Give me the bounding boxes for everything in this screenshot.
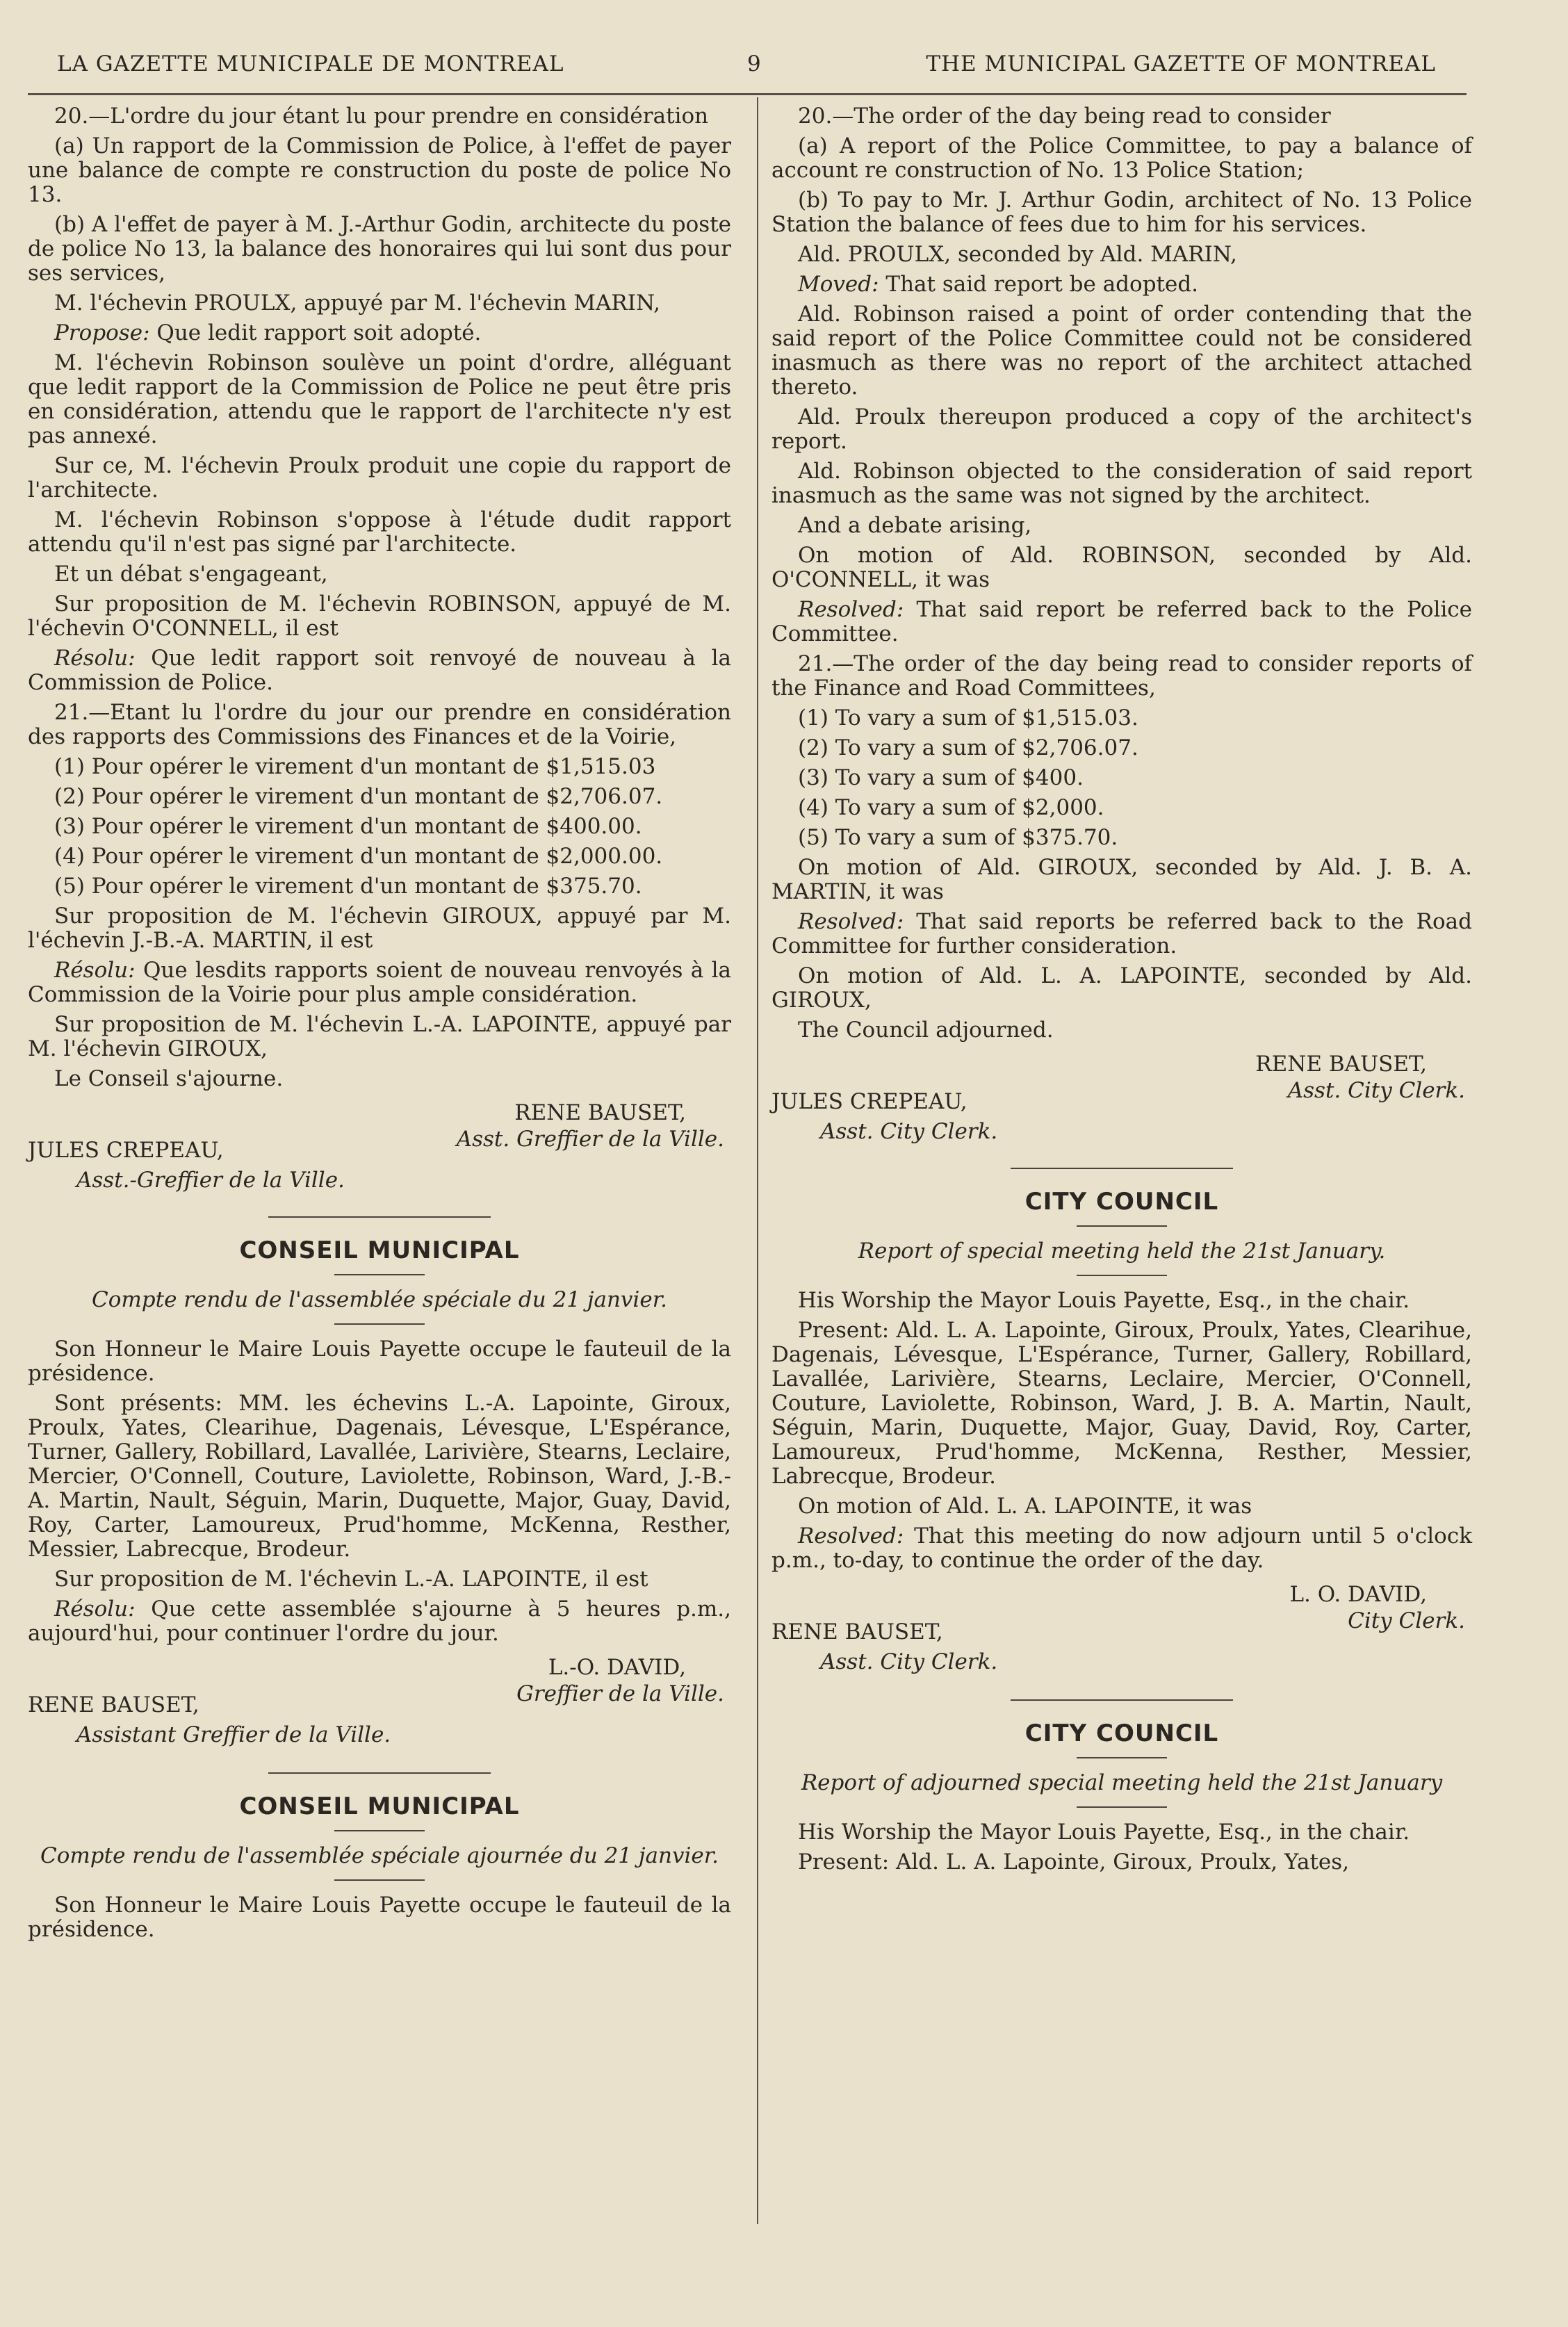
paragraph: Son Honneur le Maire Louis Payette occupe le fauteuil de la présidence.	[28, 1893, 731, 1942]
resolution-label: Résolu:	[54, 958, 136, 983]
paragraph	[771, 910, 1472, 958]
list-item: (4) To vary a sum of $2,000.	[798, 795, 1104, 820]
signatory-title: Asst. City Clerk.	[1287, 1078, 1465, 1103]
paragraph: Et un débat s'engageant,	[54, 562, 328, 587]
paragraph	[771, 598, 1472, 646]
paragraph: Present: Ald. L. A. Lapointe, Giroux, Proulx, Yates,	[798, 1850, 1350, 1875]
page-number: 9	[747, 51, 762, 76]
section-subtitle: Report of adjourned special meeting held the 21st January	[801, 1770, 1443, 1795]
list-item: (2) To vary a sum of $2,706.07.	[798, 735, 1138, 760]
paragraph: And a debate arising,	[798, 513, 1032, 538]
motion-text: That said report be adopted.	[879, 272, 1199, 297]
heading-rule	[334, 1274, 425, 1275]
french-column	[28, 104, 731, 1948]
resolution-label: Resolved:	[798, 1524, 904, 1549]
signatory-name: JULES CREPEAU,	[771, 1089, 967, 1114]
section-heading: CITY COUNCIL	[1024, 1720, 1219, 1747]
list-item: (2) Pour opérer le virement d'un montant de $2,706.07.	[54, 784, 663, 809]
paragraph: Ald. Robinson raised a point of order contending that the said report of the Police Committee could not be considered inasmuch as there was no report of the architect attached thereto.	[771, 302, 1472, 400]
paragraph: His Worship the Mayor Louis Payette, Esq., in the chair.	[798, 1820, 1410, 1845]
english-column	[771, 104, 1472, 1880]
list-item: (1) Pour opérer le virement d'un montant de $1,515.03	[54, 754, 656, 779]
signatory-title: Asst. Greffier de la Ville.	[456, 1127, 724, 1152]
header-english-title: THE MUNICIPAL GAZETTE OF MONTREAL	[926, 51, 1436, 76]
section-subtitle: Report of special meeting held the 21st January.	[858, 1239, 1386, 1264]
page-header	[49, 47, 1464, 78]
list-item: (5) Pour opérer le virement d'un montant de $375.70.	[54, 874, 642, 899]
paragraph: On motion of Ald. ROBINSON, seconded by Ald. O'CONNELL, it was	[771, 543, 1472, 592]
heading-rule	[334, 1879, 425, 1881]
signatory-name: RENE BAUSET,	[771, 1619, 943, 1644]
paragraph	[771, 272, 1472, 297]
paragraph: On motion of Ald. L. A. LAPOINTE, seconded by Ald. GIROUX,	[771, 963, 1472, 1013]
resolution-label: Résolu:	[54, 1597, 136, 1622]
signatory-title: City Clerk.	[1348, 1608, 1465, 1633]
signatory-title: Asst. City Clerk.	[820, 1119, 998, 1144]
motion-label: Moved:	[798, 272, 879, 297]
paragraph: Sur proposition de M. l'échevin L.-A. LAPOINTE, il est	[54, 1567, 648, 1592]
resolution-text: Que cette assemblée s'ajourne à 5 heures p.m., aujourd'hui, pour continuer l'ordre du jour.	[28, 1597, 731, 1646]
list-item: (4) Pour opérer le virement d'un montant de $2,000.00.	[54, 844, 663, 869]
motion-text: Que ledit rapport soit adopté.	[149, 320, 482, 345]
paragraph: On motion of Ald. GIROUX, seconded by Ald. J. B. A. MARTIN, it was	[771, 855, 1472, 904]
paragraph: M. l'échevin Robinson s'oppose à l'étude dudit rapport attendu qu'il n'est pas signé par l'architecte.	[28, 507, 731, 557]
resolution-text: Que lesdits rapports soient de nouveau renvoyés à la Commission de la Voirie pour plus ample considération.	[28, 958, 731, 1007]
paragraph: Ald. PROULX, seconded by Ald. MARIN,	[798, 242, 1237, 267]
list-item: (1) To vary a sum of $1,515.03.	[798, 705, 1138, 730]
resolution-text: That said report be referred back to the Police Committee.	[771, 597, 1472, 646]
paragraph: (a) A report of the Police Committee, to pay a balance of account re construction of No. 13 Police Station;	[771, 133, 1472, 183]
signatory-name: JULES CREPEAU,	[28, 1138, 224, 1163]
paragraph: On motion of Ald. L. A. LAPOINTE, it was	[798, 1494, 1252, 1519]
signature-block	[28, 1651, 731, 1756]
signatory-title: Asst.-Greffier de la Ville.	[76, 1168, 345, 1193]
signatory-title: Asst. City Clerk.	[820, 1649, 998, 1674]
section-heading: CITY COUNCIL	[1024, 1188, 1219, 1216]
paragraph: Sont présents: MM. les échevins L.-A. Lapointe, Giroux, Proulx, Yates, Clearihue, Dagenais, Lévesque, L'Espérance, Turner, Gallery, Robillard, Lavallée, Larivière, Stearns, Leclaire, Mercier, O'Connell, Couture, Laviolette, Robinson, Ward, J.-B.-A. Martin, Nault, Séguin, Marin, Duquette, Major, Guay, David, Roy, Carter, Lamoureux, Prud'homme, McKenna, Resther, Messier, Labrecque, Brodeur.	[28, 1391, 731, 1562]
signatory-title: Greffier de la Ville.	[516, 1681, 724, 1706]
heading-rule	[1077, 1275, 1167, 1276]
signature-block	[771, 1578, 1472, 1683]
resolution-text: Que ledit rapport soit renvoyé de nouveau à la Commission de Police.	[28, 646, 731, 695]
section-divider	[1011, 1168, 1233, 1169]
paragraph: 21.—The order of the day being read to consider reports of the Finance and Road Committees,	[771, 651, 1472, 701]
paragraph: 20.—L'ordre du jour étant lu pour prendre en considération	[54, 104, 709, 129]
paragraph: (b) To pay to Mr. J. Arthur Godin, architect of No. 13 Police Station the balance of fees due to him for his services.	[771, 188, 1472, 237]
paragraph: Sur proposition de M. l'échevin L.-A. LAPOINTE, appuyé par M. l'échevin GIROUX,	[28, 1012, 731, 1061]
paragraph: His Worship the Mayor Louis Payette, Esq., in the chair.	[798, 1288, 1410, 1313]
paragraph: Present: Ald. L. A. Lapointe, Giroux, Proulx, Yates, Clearihue, Dagenais, Lévesque, L'Espérance, Turner, Gallery, Robillard, Lavallée, Larivière, Stearns, Leclaire, Mercier, O'Connell, Couture, Laviolette, Robinson, Ward, J. B. A. Martin, Nault, Séguin, Marin, Duquette, Major, Guay, David, Roy, Carter, Lamoureux, Prud'homme, McKenna, Resther, Messier, Labrecque, Brodeur.	[771, 1318, 1472, 1489]
list-item: (3) Pour opérer le virement d'un montant de $400.00.	[54, 814, 642, 839]
paragraph: 20.—The order of the day being read to consider	[798, 104, 1331, 129]
paragraph: Son Honneur le Maire Louis Payette occupe le fauteuil de la présidence.	[28, 1337, 731, 1386]
section-heading: CONSEIL MUNICIPAL	[239, 1793, 520, 1820]
paragraph: Sur proposition de M. l'échevin GIROUX, appuyé par M. l'échevin J.-B.-A. MARTIN, il est	[28, 904, 731, 953]
signatory-title: Assistant Greffier de la Ville.	[76, 1722, 391, 1747]
signatory-name: L. O. DAVID,	[1289, 1582, 1427, 1607]
heading-rule	[1077, 1225, 1167, 1227]
paragraph: 21.—Etant lu l'ordre du jour our prendre en considération des rapports des Commissions des Finances et de la Voirie,	[28, 700, 731, 749]
heading-rule	[1077, 1757, 1167, 1758]
heading-rule	[1077, 1806, 1167, 1808]
section-subtitle: Compte rendu de l'assemblée spéciale du 21 janvier.	[92, 1287, 667, 1312]
section-heading: CONSEIL MUNICIPAL	[239, 1236, 520, 1264]
signatory-name: L.-O. DAVID,	[548, 1655, 686, 1680]
heading-rule	[334, 1830, 425, 1831]
signatory-name: RENE BAUSET,	[514, 1100, 686, 1125]
column-divider	[757, 97, 758, 2224]
section-divider	[268, 1772, 491, 1774]
list-item: (5) To vary a sum of $375.70.	[798, 825, 1118, 850]
paragraph: Ald. Proulx thereupon produced a copy of the architect's report.	[771, 405, 1472, 454]
header-french-title: LA GAZETTE MUNICIPALE DE MONTREAL	[57, 51, 564, 76]
resolution-label: Resolved:	[798, 909, 904, 934]
paragraph: The Council adjourned.	[798, 1018, 1054, 1043]
list-item: (3) To vary a sum of $400.	[798, 765, 1084, 790]
signature-block	[771, 1048, 1472, 1151]
paragraph	[28, 321, 731, 345]
paragraph: (a) Un rapport de la Commission de Police, à l'effet de payer une balance de compte re construction du poste de police No 13.	[28, 133, 731, 207]
paragraph	[28, 1597, 731, 1646]
signature-block	[28, 1097, 731, 1200]
paragraph: Ald. Robinson objected to the consideration of said report inasmuch as the same was not signed by the architect.	[771, 459, 1472, 508]
motion-label: Propose:	[54, 320, 150, 345]
section-divider	[1011, 1699, 1233, 1701]
resolution-label: Resolved:	[798, 597, 904, 622]
paragraph: M. l'échevin PROULX, appuyé par M. l'échevin MARIN,	[54, 291, 660, 316]
section-subtitle: Compte rendu de l'assemblée spéciale ajournée du 21 janvier.	[40, 1843, 719, 1868]
resolution-text: That said reports be referred back to the Road Committee for further consideration.	[771, 909, 1472, 958]
signatory-name: RENE BAUSET,	[1255, 1052, 1427, 1077]
resolution-text: That this meeting do now adjourn until 5 o'clock p.m., to-day, to continue the order of the day.	[771, 1524, 1472, 1573]
section-divider	[268, 1216, 491, 1218]
paragraph	[28, 646, 731, 695]
signatory-name: RENE BAUSET,	[28, 1692, 199, 1717]
paragraph: M. l'échevin Robinson soulève un point d'ordre, alléguant que ledit rapport de la Commission de Police ne peut être pris en considération, attendu que le rapport de l'architecte n'y est pas annexé.	[28, 350, 731, 448]
paragraph: Le Conseil s'ajourne.	[54, 1066, 284, 1091]
header-rule	[28, 93, 1467, 95]
paragraph	[28, 958, 731, 1007]
paragraph: (b) A l'effet de payer à M. J.-Arthur Godin, architecte du poste de police No 13, la balance des honoraires qui lui sont dus pour ses services,	[28, 212, 732, 286]
resolution-label: Résolu:	[54, 646, 136, 671]
paragraph: Sur proposition de M. l'échevin ROBINSON, appuyé de M. l'échevin O'CONNELL, il est	[28, 591, 731, 641]
paragraph	[771, 1524, 1472, 1573]
heading-rule	[334, 1323, 425, 1325]
paragraph: Sur ce, M. l'échevin Proulx produit une copie du rapport de l'architecte.	[28, 453, 731, 503]
